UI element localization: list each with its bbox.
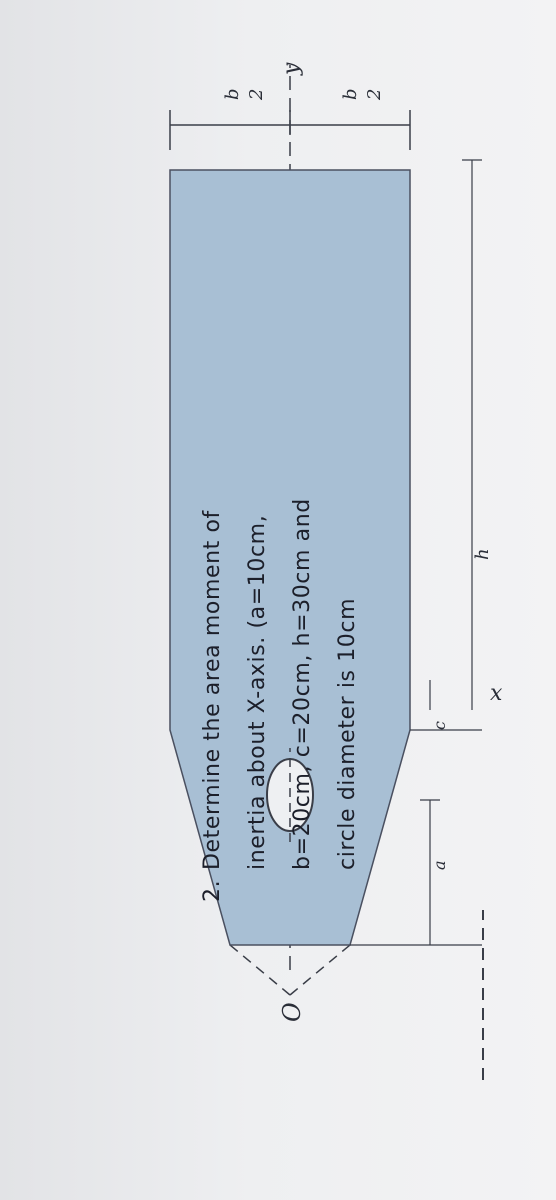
- problem-text-line-3: b=20cm, c=20cm, h=30cm and: [290, 498, 315, 870]
- label-y-axis: y: [279, 62, 304, 75]
- problem-text-line-2: inertia about X-axis. (a=10cm,: [245, 514, 270, 870]
- label-b-right-denominator: 2: [364, 88, 385, 100]
- left-extension-line: [290, 945, 350, 995]
- label-b-left-denominator: 2: [246, 88, 267, 100]
- problem-line-4: [325, 262, 370, 902]
- label-x-axis: x: [490, 681, 503, 706]
- label-h: h: [472, 548, 493, 560]
- right-extension-line: [230, 945, 290, 995]
- label-a: a: [430, 860, 449, 870]
- problem-number: 2.: [200, 879, 225, 902]
- label-b-left-numerator: b: [222, 88, 243, 100]
- problem-text-line-4: circle diameter is 10cm: [335, 597, 360, 870]
- problem-line-2: [235, 262, 280, 902]
- label-origin: O: [278, 1002, 306, 1022]
- problem-line-1: [190, 262, 235, 902]
- label-b-right-numerator: b: [340, 88, 361, 100]
- label-c: c: [430, 721, 449, 730]
- problem-text-line-1: Determine the area moment of: [200, 510, 225, 870]
- problem-statement: [190, 262, 370, 902]
- problem-line-3: [280, 262, 325, 902]
